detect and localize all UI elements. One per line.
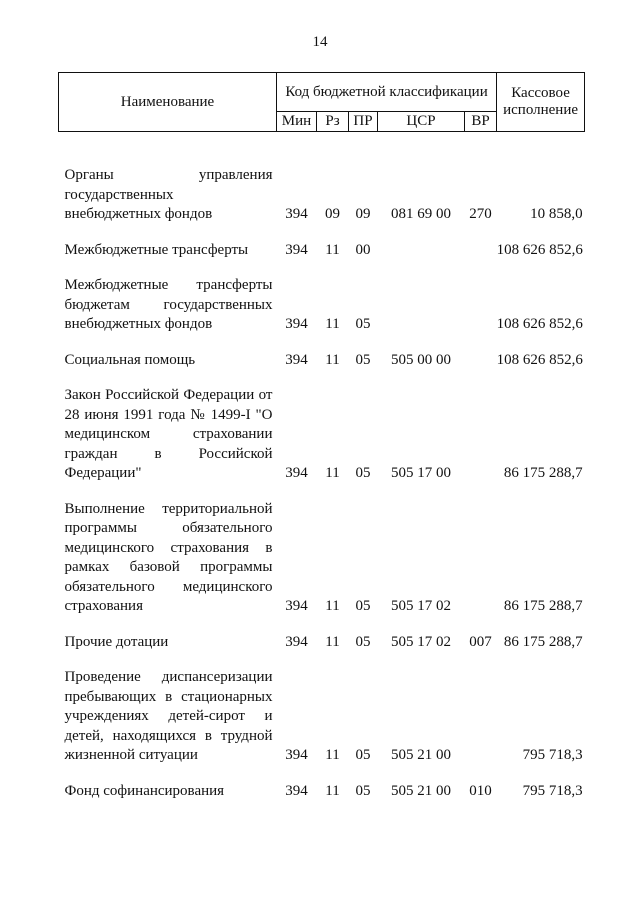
row-min: 394 — [285, 598, 308, 614]
row-min: 394 — [285, 465, 308, 481]
row-amount: 108 626 852,6 — [496, 351, 583, 368]
row-min: 394 — [285, 241, 308, 258]
row-min: 394 — [285, 206, 308, 222]
row-vr — [465, 337, 497, 373]
row-amount: 86 175 288,7 — [503, 598, 583, 614]
row-amount: 108 626 852,6 — [496, 241, 583, 258]
row-min: 394 — [285, 633, 308, 650]
table-row — [59, 619, 585, 655]
row-vr: 010 — [469, 782, 492, 799]
header-name: Наименование — [59, 73, 277, 132]
row-csr: 081 69 00 — [391, 206, 451, 222]
row-pr: 05 — [355, 782, 371, 799]
row-pr: 00 — [355, 241, 371, 258]
row-rz: 11 — [325, 316, 340, 332]
header-pr: ПР — [349, 112, 378, 132]
row-vr: 007 — [469, 633, 492, 650]
row-amount: 795 718,3 — [522, 782, 583, 799]
row-amount: 10 858,0 — [530, 206, 583, 222]
row-csr — [378, 262, 465, 337]
table-row — [59, 227, 585, 263]
row-vr — [465, 262, 497, 337]
row-name: Межбюджетные трансферты — [64, 241, 249, 258]
row-csr: 505 21 00 — [391, 747, 451, 763]
table-row — [59, 486, 585, 619]
header-rz: Рз — [317, 112, 349, 132]
row-csr: 505 00 00 — [391, 351, 451, 368]
row-vr — [465, 372, 497, 486]
row-rz: 11 — [325, 633, 340, 650]
row-name: Социальная помощь — [64, 351, 196, 368]
row-csr: 505 17 02 — [391, 598, 451, 614]
table-row — [59, 262, 585, 337]
row-rz: 11 — [325, 782, 340, 799]
row-pr: 05 — [355, 351, 371, 368]
row-vr: 270 — [469, 206, 492, 222]
row-csr: 505 21 00 — [391, 782, 451, 799]
row-amount: 108 626 852,6 — [496, 316, 583, 332]
row-amount: 795 718,3 — [522, 747, 583, 763]
header-min: Мин — [277, 112, 317, 132]
row-rz: 11 — [325, 747, 340, 763]
table-row — [59, 768, 585, 804]
row-amount: 86 175 288,7 — [503, 633, 583, 650]
row-min: 394 — [285, 747, 308, 763]
table-row — [59, 654, 585, 768]
row-pr: 05 — [355, 316, 371, 332]
row-rz: 09 — [325, 206, 340, 222]
row-name: Органы управления государственных внебюджетных фондов — [64, 167, 273, 222]
header-amount: Кассовое исполнение — [497, 73, 585, 132]
row-csr: 505 17 02 — [391, 633, 451, 650]
row-pr: 05 — [355, 747, 371, 763]
table-row — [59, 152, 585, 227]
row-min: 394 — [285, 316, 308, 332]
row-name: Проведение диспансеризации пребывающих в стационарных учреждениях детей-сирот и детей, находящихся в трудной жизненной ситуации — [64, 669, 273, 763]
row-rz: 11 — [325, 598, 340, 614]
row-rz: 11 — [325, 241, 340, 258]
row-vr — [465, 654, 497, 768]
row-pr: 05 — [355, 633, 371, 650]
row-pr: 05 — [355, 598, 371, 614]
row-rz: 11 — [325, 351, 340, 368]
header-vr: ВР — [465, 112, 497, 132]
page-number: 14 — [312, 34, 328, 50]
row-pr: 05 — [355, 465, 371, 481]
table-body — [59, 132, 585, 804]
header-code-group: Код бюджетной классификации — [277, 73, 497, 112]
row-name: Межбюджетные трансферты бюджетам государственных внебюджетных фондов — [64, 277, 273, 332]
row-csr: 505 17 00 — [391, 465, 451, 481]
row-min: 394 — [285, 782, 308, 799]
table-row — [59, 372, 585, 486]
row-csr — [378, 227, 465, 263]
row-vr — [465, 227, 497, 263]
row-name: Фонд софинансирования — [64, 782, 225, 799]
header-csr: ЦСР — [378, 112, 465, 132]
row-name: Закон Российской Федерации от 28 июня 1991 года № 1499-I "О медицинском страховании граждан в Российской Федерации" — [64, 387, 273, 481]
row-amount: 86 175 288,7 — [503, 465, 583, 481]
row-min: 394 — [285, 351, 308, 368]
row-vr — [465, 486, 497, 619]
table-row — [59, 337, 585, 373]
row-name: Выполнение территориальной программы обязательного медицинского страхования в рамках базовой программы обязательного медицинского страхования — [64, 500, 273, 614]
row-name: Прочие дотации — [64, 633, 169, 650]
budget-table — [58, 72, 585, 803]
row-pr: 09 — [355, 206, 371, 222]
row-rz: 11 — [325, 465, 340, 481]
